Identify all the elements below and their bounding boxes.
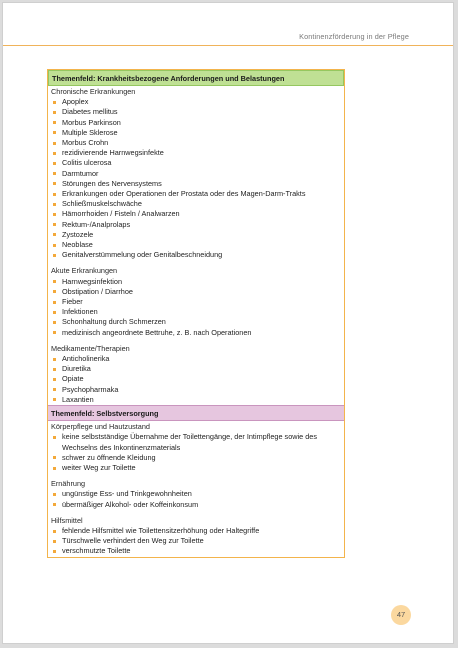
bullet-list — [51, 526, 341, 557]
list-item-text: rezidivierende Harnwegsinfekte — [62, 148, 164, 158]
bullet-icon — [53, 550, 56, 553]
list-item — [51, 374, 341, 384]
list-item-text: Erkrankungen oder Operationen der Prostata oder des Magen-Darm-Trakts — [62, 189, 306, 199]
list-item-text: keine selbstständige Übernahme der Toilettengänge, der Intimpflege sowie des Wechselns des Inkontinenzmaterials — [62, 432, 318, 452]
list-item — [51, 179, 341, 189]
list-item-text: Genitalverstümmelung oder Genitalbeschneidung — [62, 250, 223, 260]
list-item-text: medizinisch angeordnete Bettruhe, z. B. nach Operationen — [62, 327, 252, 337]
list-item — [51, 250, 341, 260]
bullet-icon — [53, 162, 56, 165]
list-item — [51, 463, 341, 473]
list-item — [51, 536, 341, 546]
list-item-text: Neoblase — [62, 240, 93, 250]
list-item-text: Hämorrhoiden / Fisteln / Analwarzen — [62, 209, 180, 219]
list-item — [51, 297, 341, 307]
list-item — [51, 354, 341, 364]
bullet-icon — [53, 321, 56, 324]
running-header: Kontinenzförderung in der Pflege — [299, 32, 409, 41]
bullet-icon — [53, 540, 56, 543]
bullet-icon — [53, 280, 56, 283]
list-item — [51, 328, 341, 338]
bullet-list — [51, 432, 341, 473]
header-rule — [3, 45, 453, 46]
list-item-text: Apoplex — [62, 97, 89, 107]
list-item — [51, 385, 341, 395]
section-aids — [48, 515, 344, 557]
bullet-icon — [53, 530, 56, 533]
list-item-text: Zystozele — [62, 229, 94, 239]
list-item — [51, 128, 341, 138]
section-title: Ernährung — [51, 479, 86, 489]
section-title: Akute Erkrankungen — [51, 266, 118, 276]
list-item-text: Fieber — [62, 297, 83, 307]
list-item-text: Diuretika — [62, 364, 91, 374]
list-item — [51, 317, 341, 327]
list-item — [51, 500, 341, 510]
bullet-icon — [53, 193, 56, 196]
list-item-text: Harnwegsinfektion — [62, 276, 123, 286]
bullet-icon — [53, 203, 56, 206]
bullet-icon — [53, 182, 56, 185]
list-item — [51, 138, 341, 148]
list-item-text: schwer zu öffnende Kleidung — [62, 452, 156, 462]
list-item — [51, 364, 341, 374]
bullet-icon — [53, 368, 56, 371]
bullet-icon — [53, 152, 56, 155]
list-item-text: Opiate — [62, 374, 84, 384]
list-item — [51, 220, 341, 230]
section-acute-diseases — [48, 265, 344, 337]
list-item-text: Türschwelle verhindert den Weg zur Toilette — [62, 536, 204, 546]
bullet-icon — [53, 398, 56, 401]
bullet-list — [51, 489, 341, 509]
list-item — [51, 546, 341, 556]
list-item-text: Darmtumor — [62, 168, 99, 178]
section-title: Körperpflege und Hautzustand — [51, 422, 150, 432]
list-item-text: Schließmuskelschwäche — [62, 199, 142, 209]
bullet-icon — [53, 142, 56, 145]
bullet-icon — [53, 101, 56, 104]
list-item — [51, 395, 341, 405]
list-item — [51, 209, 341, 219]
list-item-text: Störungen des Nervensystems — [62, 178, 162, 188]
list-item — [51, 307, 341, 317]
list-item-text: Colitis ulcerosa — [62, 158, 112, 168]
list-item — [51, 240, 341, 250]
bullet-icon — [53, 311, 56, 314]
list-item — [51, 97, 341, 107]
bullet-icon — [53, 254, 56, 257]
list-item — [51, 277, 341, 287]
list-item-text: Anticholinerika — [62, 354, 110, 364]
bullet-icon — [53, 213, 56, 216]
bullet-icon — [53, 456, 56, 459]
bullet-icon — [53, 358, 56, 361]
list-item — [51, 526, 341, 536]
section-nutrition — [48, 478, 344, 510]
section-title: Medikamente/Therapien — [51, 343, 130, 353]
bullet-icon — [53, 493, 56, 496]
list-item-text: Laxantien — [62, 394, 94, 404]
list-item — [51, 453, 341, 463]
bullet-icon — [53, 503, 56, 506]
list-item-text: Obstipation / Diarrhoe — [62, 286, 133, 296]
section-chronic-diseases — [48, 86, 344, 260]
bullet-icon — [53, 388, 56, 391]
list-item — [51, 287, 341, 297]
bullet-icon — [53, 111, 56, 114]
list-item — [51, 199, 341, 209]
bullet-icon — [53, 436, 56, 439]
section-title: Hilfsmittel — [51, 515, 83, 525]
list-item-text: fehlende Hilfsmittel wie Toilettensitzerhöhung oder Haltegriffe — [62, 525, 260, 535]
bullet-icon — [53, 244, 56, 247]
list-item-text: Morbus Crohn — [62, 138, 109, 148]
list-item-text: Multiple Sklerose — [62, 127, 118, 137]
page-number-badge: 47 — [391, 605, 411, 625]
list-item-text: Psychopharmaka — [62, 384, 119, 394]
list-item — [51, 118, 341, 128]
list-item-text: Diabetes mellitus — [62, 107, 118, 117]
list-item-text: weiter Weg zur Toilette — [62, 462, 136, 472]
list-item-text: Rektum-/Analprolaps — [62, 219, 131, 229]
list-item — [51, 489, 341, 499]
bullet-list — [51, 277, 341, 338]
theme-heading: Themenfeld: Selbstversorgung — [48, 405, 344, 421]
bullet-list — [51, 354, 341, 405]
section-medication — [48, 343, 344, 405]
list-item — [51, 189, 341, 199]
list-item-text: übermäßiger Alkohol- oder Koffeinkonsum — [62, 499, 199, 509]
bullet-icon — [53, 301, 56, 304]
list-item — [51, 148, 341, 158]
bullet-icon — [53, 131, 56, 134]
list-item-text: Infektionen — [62, 307, 98, 317]
section-body-care — [48, 421, 344, 473]
list-item — [51, 107, 341, 117]
list-item-text: Morbus Parkinson — [62, 117, 121, 127]
theme-heading: Themenfeld: Krankheitsbezogene Anforderungen und Belastungen — [48, 70, 344, 86]
bullet-icon — [53, 223, 56, 226]
list-item — [51, 230, 341, 240]
bullet-icon — [53, 467, 56, 470]
bullet-icon — [53, 331, 56, 334]
bullet-icon — [53, 172, 56, 175]
list-item-text: Schonhaltung durch Schmerzen — [62, 317, 166, 327]
factors-table — [47, 69, 345, 558]
list-item-text: verschmutzte Toilette — [62, 546, 131, 556]
bullet-icon — [53, 233, 56, 236]
list-item — [51, 158, 341, 168]
bullet-icon — [53, 121, 56, 124]
bullet-icon — [53, 290, 56, 293]
list-item — [51, 169, 341, 179]
list-item-text: ungünstige Ess- und Trinkgewohnheiten — [62, 489, 192, 499]
bullet-icon — [53, 378, 56, 381]
list-item — [51, 432, 341, 452]
bullet-list — [51, 97, 341, 260]
document-page — [2, 2, 454, 644]
section-title: Chronische Erkrankungen — [51, 87, 136, 96]
